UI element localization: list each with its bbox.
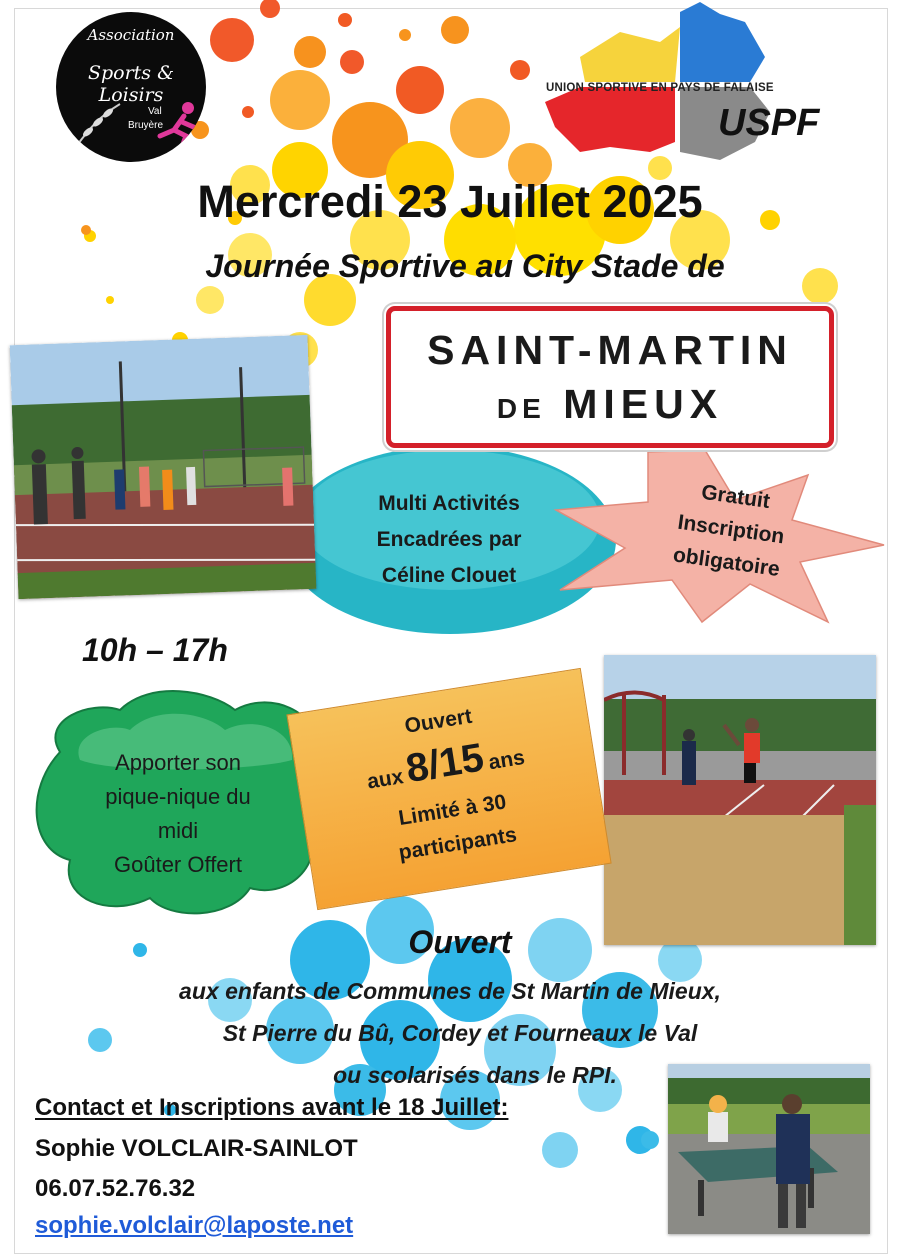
photo-stadium-race [10,335,317,599]
event-hours: 10h – 17h [82,632,228,668]
town-sign-line2 [391,381,829,428]
eligibility-line3: ou scolarisés dans le RPI. [333,1062,617,1088]
activities-line3: Céline Clouet [381,564,517,587]
association-logo [56,12,206,162]
logo-assoc-line4: Bruyère [128,120,164,131]
free-line2: Inscription [676,510,786,549]
age-line1: Ouvert [403,704,474,738]
age-line3: Limité à 30 [396,790,508,831]
free-line3: obligatoire [671,543,782,582]
age-suffix: ans [486,745,527,775]
photo-table-tennis [668,1064,870,1234]
logo-assoc-line1: Association [87,26,175,44]
age-prefix: aux [365,765,405,794]
age-range: 8/15 [403,735,487,792]
photo-long-jump [604,655,876,945]
eligibility-line2: St Pierre du Bû, Cordey et Fourneaux le Val [222,1020,698,1046]
age-line4: participants [397,823,519,865]
town-sign-line1: SAINT-MARTIN [427,327,793,373]
eligibility-line1: aux enfants de Communes de St Martin de Mieux, [179,978,721,1004]
picnic-text [70,746,286,882]
town-sign-de: DE [496,393,546,424]
uspf-full-name: UNION SPORTIVE EN PAYS DE FALAISE [546,82,774,94]
logo-assoc-line3: Val [148,106,162,117]
logo-assoc-line2: Sports & Loisirs [87,62,175,106]
activities-line1: Multi Activités [378,492,520,515]
picnic-line1: Apporter son [115,750,241,775]
eligibility-title: Ouvert [408,924,512,960]
town-sign [386,306,834,448]
event-date: Mercredi 23 Juillet 2025 [197,176,703,227]
contact-name: Sophie VOLCLAIR-SAINLOT [35,1135,358,1162]
event-subtitle: Journée Sportive au City Stade de [205,248,725,284]
uspf-acronym: USPF [718,102,820,144]
contact-phone: 06.07.52.76.32 [35,1175,196,1202]
picnic-line2: pique-nique du [105,784,251,809]
picnic-line4: Goûter Offert [114,852,242,877]
free-line1: Gratuit [699,480,772,513]
laurel-icon [70,98,130,148]
runner-icon [152,100,202,156]
activities-text [318,486,580,594]
town-sign-mieux: MIEUX [563,381,724,427]
contact-title: Contact et Inscriptions avant le 18 Juillet: [35,1094,509,1121]
picnic-line3: midi [157,818,199,843]
activities-line2: Encadrées par [376,528,522,551]
contact-email-link[interactable]: sophie.volclair@laposte.net [35,1212,354,1239]
emoji-face-icon [709,1095,727,1113]
